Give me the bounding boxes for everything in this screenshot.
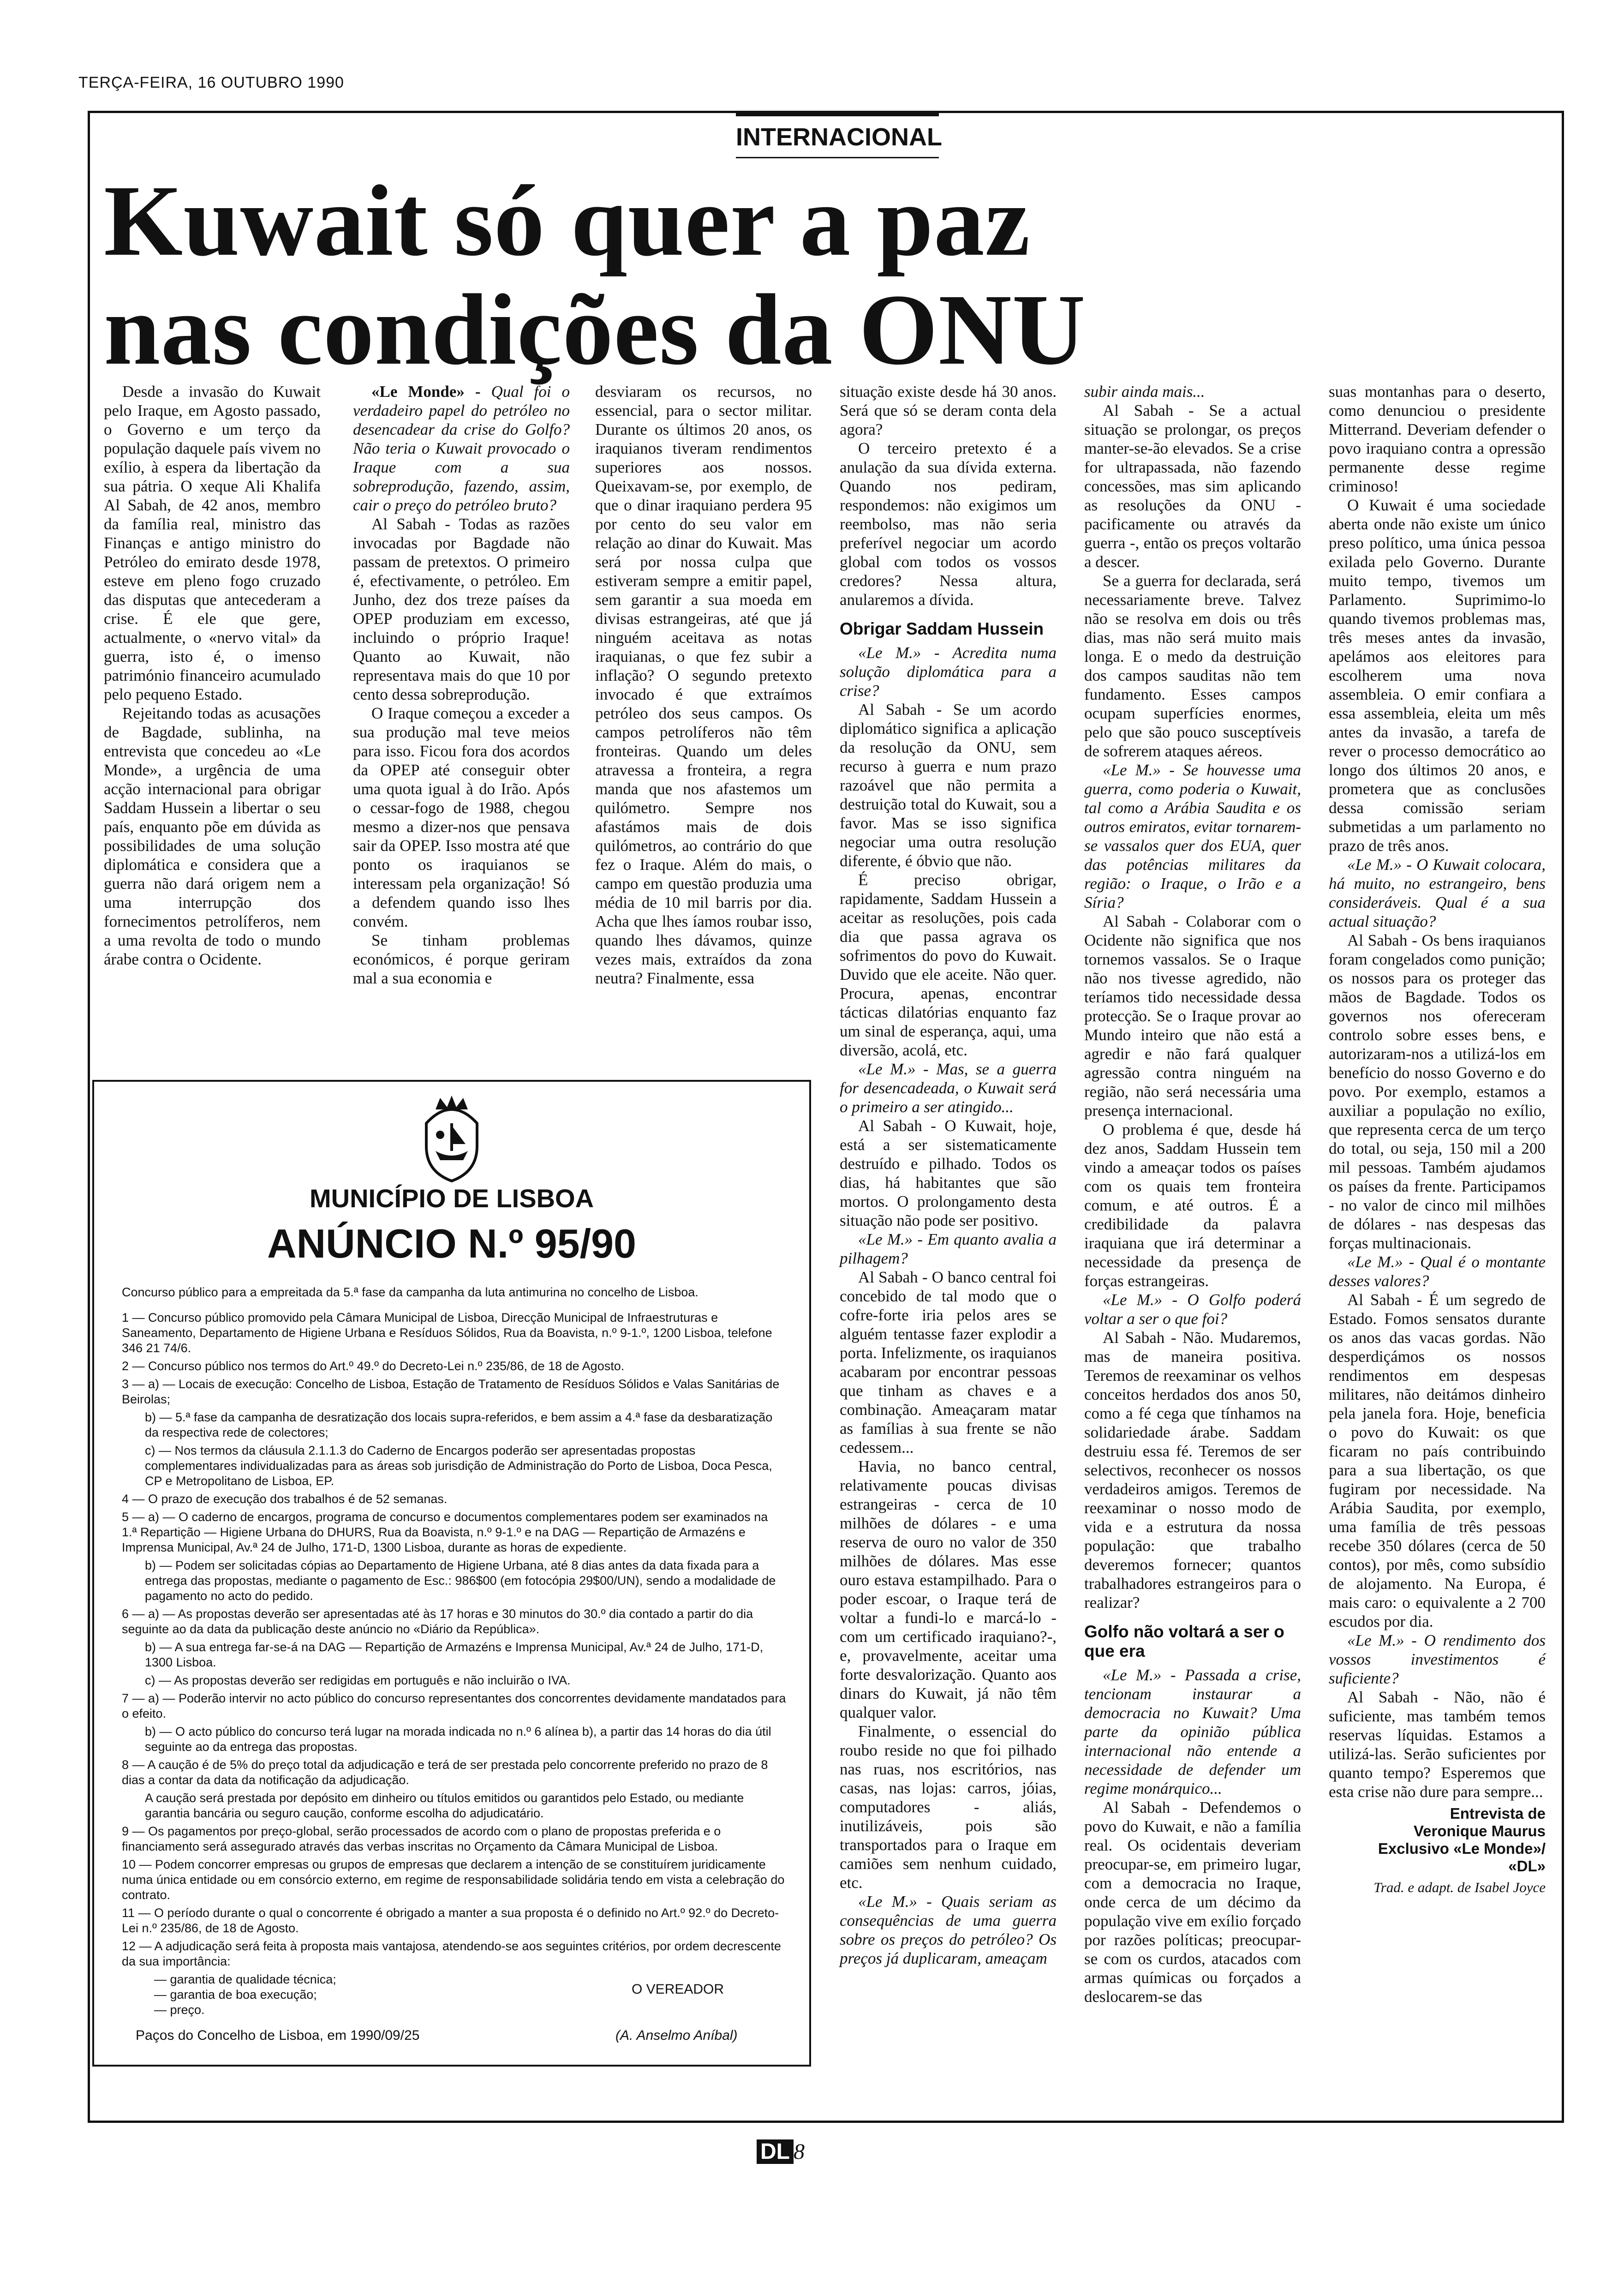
question-text: Qual foi o verdadeiro papel do petróleo no desencadear da crise do Golfo? Não teria o Kuwait provocado o Iraque com a sua sobreprodução, fazendo, assim, cair o preço do petróleo bruto? — [353, 383, 570, 514]
article-column-2 — [353, 382, 570, 988]
notice-item: c) — As propostas deverão ser redigidas em português e não incluirão o IVA. — [145, 1673, 571, 1687]
answer: Al Sabah - Todas as razões invocadas por Bagdade não passam de pretextos. O primeiro é, efectivamente, o petróleo. Em Junho, dez dos treze países da OPEP produziam em excesso, incluindo o próprio Iraque! Quanto ao Kuwait, não representava mais do que 10 por cento dessa sobreprodução. — [353, 515, 570, 703]
notice-item: 8 — A caução é de 5% do preço total da adjudicação e terá de ser prestada pelo concorrente preferido no prazo de 8 dias a contar da data da notificação da adjudicação. — [122, 1758, 768, 1787]
notice-item: 1 — Concurso público promovido pela Câmara Municipal de Lisboa, Direcção Municipal de Infraestruturas e Saneamento, Departamento de Higiene Urbana e Resíduos Sólidos, Rua da Boavista, n.º 9-1.º, 1200 Lisboa, telefone 346 21 74/6. — [122, 1311, 772, 1355]
subheading: Obrigar Saddam Hussein — [840, 619, 1044, 638]
byline-line: «DL» — [1508, 1858, 1546, 1875]
paragraph: suas montanhas para o deserto, como denunciou o presidente Mitterrand. Deveriam defender o povo iraquiano contra a opressão permanente desse regime criminoso! — [1329, 383, 1546, 495]
translation-credit: Trad. e adapt. de Isabel Joyce — [1373, 1879, 1546, 1895]
notice-criterion: — preço. — [154, 2003, 205, 2017]
article-column-1 — [104, 382, 321, 969]
paragraph: Finalmente, o essencial do roubo reside no que foi pilhado nas ruas, nos escritórios, nas casas, nas lojas: carros, jóias, computadores - aliás, inutilizáveis, pois são transportados para o Iraque em camiões sem nenhum cuidado, etc. — [840, 1722, 1057, 1892]
notice-place-date: Paços do Concelho de Lisboa, em 1990/09/25 — [136, 2028, 420, 2043]
answer: Al Sabah - Não. Mudaremos, mas de maneira positiva. Teremos de reexaminar os velhos conceitos herdados dos anos 50, como a fé cega que tínhamos na solidariedade árabe. Saddam destruiu essa fé. Teremos de ser selectivos, reconhecer os nossos verdadeiros amigos. Teremos de reexaminar o nosso modo de vida e a estrutura da nossa população: que trabalho deveremos fornecer; quantos trabalhadores estrangeiros para o realizar? — [1084, 1329, 1301, 1612]
answer: Al Sabah - Os bens iraquianos foram congelados como punição; os nossos para os proteger das mãos de Bagdade. Todos os governos nos ofereceram controlo sobre esses bens, e autorizaram-nos a utilizá-los em benefício do nosso Governo e do povo. Por exemplo, estamos a auxiliar a população no exílio, que representa cerca de um terço do total, ou seja, 150 mil a 200 mil pessoas. Também ajudamos os países da frente. Participamos - no valor de cinco mil milhões de dólares - nas despesas das forças multinacionais. — [1329, 931, 1546, 1252]
notice-item: 12 — A adjudicação será feita à proposta mais vantajosa, atendendo-se aos seguintes critérios, por ordem decrescente da sua importância: — [122, 1939, 781, 1968]
answer: Al Sabah - Defendemos o povo do Kuwait, e não a família real. Os ocidentais deveriam preocupar-se, em primeiro lugar, com a democracia no Iraque, onde cerca de um décimo da população vive em exílio forçado por razões políticas; preocupar-se com os curdos, atacados com armas químicas ou forçados a deslocarem-se das — [1084, 1798, 1301, 2006]
headline — [104, 166, 1257, 384]
answer: Al Sabah - O banco central foi concebido de tal modo que o cofre-forte iria pelos ares se alguém tentasse fazer explodir a porta. Infelizmente, os iraquianos acabaram por encontrar pessoas que tinham as chaves e a combinação. Ameaçaram matar as famílias à sua frente se não cedessem... — [840, 1268, 1057, 1456]
answer: Al Sabah - O Kuwait, hoje, está a ser sistematicamente destruído e pilhado. Todos os dias, há habitantes que são mortos. O prolongamento desta situação não pode ser positivo. — [840, 1117, 1057, 1229]
answer: Al Sabah - Se a actual situação se prolongar, os preços manter-se-ão elevados. Se a crise for ultrapassada, não fazendo concessões, mas sim aplicando as resoluções da ONU - pacificamente ou através da guerra -, então os preços voltarão a descer. — [1084, 401, 1301, 571]
notice-item: b) — Podem ser solicitadas cópias ao Departamento de Higiene Urbana, até 8 dias antes da data fixada para a entrega das propostas, mediante o pagamento de Esc.: 986$00 (em fotocópia 29$00/UN), sendo a modalidade de pagamento no acto do pedido. — [145, 1558, 776, 1603]
answer: Al Sabah - Não, não é suficiente, mas também temos reservas líquidas. Estamos a utilizá-las. Serão suficientes por quanto tempo? Esperemos que esta crise não dure para sempre... — [1329, 1688, 1546, 1801]
notice-item: 3 — a) — Locais de execução: Concelho de Lisboa, Estação de Tratamento de Resíduos Sólidos e Valas Sanitárias de Beirolas; — [122, 1377, 780, 1406]
paragraph: desviaram os recursos, no essencial, para o sector militar. Durante os últimos 20 anos, os iraquianos tiveram rendimentos superiores aos nossos. Queixavam-se, por exemplo, de que o dinar iraquiano perdera 95 por cento do seu valor em relação ao dinar do Kuwait. Mas será por nossa culpa que estiveram sempre a emitir papel, sem garantir a sua moeda em divisas estrangeiras, até que já ninguém aceitava as notas iraquianas, o que fez subir a inflação? O segundo pretexto invocado é que extraímos petróleo dos seus campos. Os campos petrolíferos não têm fronteiras. Quando um deles atravessa a fronteira, a regra manda que nos afastemos um quilómetro. Sempre nos afastámos mais de dois quilómetros, ao contrário do que fez o Iraque. Além do mais, o campo em questão produzia uma média de 10 mil barris por dia. Acha que lhes íamos roubar isso, quando lhes dávamos, quinze vezes mais, extraídos da zona neutra? Finalmente, essa — [595, 383, 812, 987]
notice-criterion: — garantia de boa execução; — [154, 1988, 317, 2001]
paragraph: O terceiro pretexto é a anulação da sua dívida externa. Quando nos pediram, respondemos: não exigimos um reembolso, mas não seria preferível negociar um acordo global com todos os vossos credores? Nessa altura, anularemos a dívida. — [840, 439, 1057, 609]
headline-line-1: Kuwait só quer a paz — [104, 164, 1031, 277]
headline-line-2: nas condições da ONU — [104, 273, 1086, 386]
paragraph: O Iraque começou a exceder a sua produção mal teve meios para isso. Ficou fora dos acordos da OPEP até conseguir obter uma quota igual à do Irão. Após o cessar-fogo de 1988, chegou mesmo a dizer-nos que pensava sair da OPEP. Isso mostra até que ponto os iraquianos se interessam pela organização! Só a defendem quando isso lhes convém. — [353, 704, 570, 930]
question: subir ainda mais... — [1084, 383, 1205, 401]
notice-number: ANÚNCIO N.º 95/90 — [267, 1221, 636, 1266]
page-footer — [757, 2139, 805, 2164]
notice-item: 6 — a) — As propostas deverão ser apresentadas até às 17 horas e 30 minutos do 30.º dia contado a partir do dia seguinte ao da data da publicação deste anúncio no «Diário da República». — [122, 1607, 753, 1636]
paragraph: Rejeitando todas as acusações de Bagdade, sublinha, na entrevista que concedeu ao «Le Monde», a urgência de uma acção internacional para obrigar Saddam Hussein a libertar o seu país, enquanto põe em dúvida as possibilidades de uma solução diplomática e considera que a guerra não dará origem nem a uma interrupção dos fornecimentos petrolíferos, nem a uma revolta de todo o mundo árabe contra o Ocidente. — [104, 704, 321, 968]
subheading: Golfo não voltará a ser o que era — [1084, 1622, 1284, 1660]
question: «Le M.» - Se houvesse uma guerra, como poderia o Kuwait, tal como a Arábia Saudita e os outros emiratos, evitar tornarem-se vassalos quer dos EUA, quer das potências militares da região: o Iraque, o Irão e a Síria? — [1084, 761, 1301, 911]
notice-vereador: O VEREADOR — [632, 1982, 724, 1997]
byline-line: Exclusivo «Le Monde»/ — [1378, 1840, 1546, 1857]
notice-body — [122, 1285, 786, 2018]
byline — [1329, 1805, 1546, 1875]
answer: Al Sabah - É um segredo de Estado. Fomos sensatos durante os anos das vacas gordas. Não desperdiçámos os nossos rendimentos em despesas militares, não deitámos dinheiro pela janela fora. Hoje, beneficia o povo do Kuwait: os que ficaram no país contribuindo para a sua libertação, os que fugiram por necessidade. Na Arábia Saudita, por exemplo, uma família de três pessoas recebe 350 dólares (cerca de 50 contos), por mês, como subsídio de alojamento. Na Europa, é mais caro: o equivalente a 2 700 escudos por dia. — [1329, 1291, 1546, 1630]
notice-title: MUNICÍPIO DE LISBOA — [309, 1184, 594, 1213]
notice-item: b) — 5.ª fase da campanha de desratização dos locais supra-referidos, e bem assim a 4.ª fase da desbaratização da respectiva rede de colectores; — [145, 1410, 773, 1439]
paragraph: Desde a invasão do Kuwait pelo Iraque, em Agosto passado, o Governo e um terço da população daquele país vivem no exílio, à espera da libertação da sua pátria. O xeque Ali Khalifa Al Sabah, de 42 anos, membro da família real, ministro das Finanças e antigo ministro do Petróleo do emirato desde 1978, esteve em pleno fogo cruzado das disputas que antecederam a crise. É ele que gere, actualmente, o «nervo vital» da guerra, isto é, o imenso património financeiro acumulado pelo pequeno Estado. — [104, 383, 321, 703]
municipal-notice — [92, 1080, 811, 2067]
question — [353, 382, 570, 515]
answer: Al Sabah - Colaborar com o Ocidente não significa que nos tornemos vassalos. Se o Iraque não nos tivesse agredido, não teríamos tido necessidade dessa protecção. Se o Iraque provar ao Mundo inteiro que não está a agredir e não fará qualquer agressão contra ninguém na região, não será necessária uma presença internacional. — [1084, 912, 1301, 1120]
question-label: «Le Monde» - — [371, 383, 481, 401]
question: «Le M.» - Passada a crise, tencionam instaurar a democracia no Kuwait? Uma parte da opinião pública internacional não entende a necessidade de defender um regime monárquico... — [1084, 1666, 1301, 1798]
paragraph: Havia, no banco central, relativamente poucas divisas estrangeiras - cerca de 10 milhões de dólares - e uma reserva de ouro no valor de 350 milhões de dólares. Mas esse ouro estava estampilhado. Para o poder escoar, o Iraque terá de voltar a fundi-lo e marcá-lo - com um certificado iraquiano?-, e, provavelmente, aceitar uma forte desvalorização. Quanto aos dinars do Kuwait, já não têm qualquer valor. — [840, 1457, 1057, 1721]
question: «Le M.» - O Golfo poderá voltar a ser o que foi? — [1084, 1291, 1301, 1328]
question: «Le M.» - Qual é o montante desses valores? — [1329, 1253, 1546, 1290]
notice-criterion: — garantia de qualidade técnica; — [154, 1972, 336, 1986]
notice-item: 9 — Os pagamentos por preço-global, serão processados de acordo com o plano de propostas preferida e o financiamento será assegurado através das verbas inscritas no Orçamento da Câmara Municipal de Lisboa. — [122, 1824, 721, 1853]
notice-item: 2 — Concurso público nos termos do Art.º 49.º do Decreto-Lei n.º 235/86, de 18 de Agosto. — [122, 1359, 625, 1373]
paragraph: Se a guerra for declarada, será necessariamente breve. Talvez não se resolva em dois ou três dias, mas não será muito mais longa. E o medo da destruição dos campos sauditas não tem fundamento. Esses campos ocupam superfícies enormes, pelo que são pouco susceptíveis de sofrerem ataques aéreos. — [1084, 572, 1301, 760]
notice-item: c) — Nos termos da cláusula 2.1.1.3 do Caderno de Encargos poderão ser apresentadas propostas complementares individualizadas para as áreas sob jurisdição de Administração do Porto de Lisboa, Doca Pesca, CP e Metropolitano de Lisboa, EP. — [145, 1444, 772, 1488]
question: «Le M.» - Acredita numa solução diplomática para a crise? — [840, 644, 1057, 700]
answer: Al Sabah - Se um acordo diplomático significa a aplicação da resolução da ONU, sem recurso à guerra e num prazo razoável que não permita a destruição total do Kuwait, sou a favor. Mas se isso significa negociar uma outra resolução diferente, é óbvio que não. — [840, 701, 1057, 870]
article-column-3 — [595, 382, 812, 988]
paragraph: É preciso obrigar, rapidamente, Saddam Hussein a aceitar as resoluções, pois cada dia que passa agrava os sofrimentos do povo do Kuwait. Duvido que ele aceite. Não quer. Procura, apenas, encontrar tácticas dilatórias enquanto faz um sinal de esperança, aqui, uma diversão, acolá, etc. — [840, 871, 1057, 1059]
dateline: TERÇA-FEIRA, 16 OUTUBRO 1990 — [78, 74, 344, 91]
notice-item: b) — A sua entrega far-se-á na DAG — Repartição de Armazéns e Imprensa Municipal, Av.ª 24 de Julho, 171-D, 1300 Lisboa. — [145, 1640, 764, 1669]
dl-logo: DL — [757, 2139, 794, 2164]
byline-line: Veronique Maurus — [1413, 1822, 1546, 1840]
article-column-4 — [840, 382, 1057, 1968]
notice-item: 10 — Podem concorrer empresas ou grupos de empresas que declarem a intenção de se constituírem juridicamente numa única entidade ou em consórcio externo, em regime de responsabilidade solidária tendo em vista a celebração do contrato. — [122, 1858, 785, 1902]
paragraph: situação existe desde há 30 anos. Será que só se deram conta dela agora? — [840, 383, 1057, 438]
notice-item: 11 — O período durante o qual o concorrente é obrigado a manter a sua proposta é o definido no Art.º 92.º do Decreto-Lei n.º 235/86, de 18 de Agosto. — [122, 1906, 779, 1935]
lisbon-crest-icon — [412, 1091, 491, 1183]
page-number: 8 — [793, 2139, 805, 2164]
section-label: INTERNACIONAL — [736, 112, 939, 158]
paragraph: Se tinham problemas económicos, é porque geriram mal a sua economia e — [353, 931, 570, 987]
question: «Le M.» - Quais seriam as consequências de uma guerra sobre os preços do petróleo? Os preços já duplicaram, ameaçam — [840, 1893, 1057, 1967]
question: «Le M.» - Mas, se a guerra for desencadeada, o Kuwait será o primeiro a ser atingido... — [840, 1060, 1057, 1116]
notice-item: A caução será prestada por depósito em dinheiro ou títulos emitidos ou garantidos pelo Estado, ou mediante garantia bancária ou seguro caução, conforme escolha do adjudicatário. — [145, 1791, 744, 1820]
notice-intro: Concurso público para a empreitada da 5.ª fase da campanha da luta antimurina no concelho de Lisboa. — [122, 1285, 699, 1299]
notice-item: 7 — a) — Poderão intervir no acto público do concurso representantes dos concorrentes devidamente mandatados para o efeito. — [122, 1691, 786, 1720]
notice-item: 4 — O prazo de execução dos trabalhos é de 52 semanas. — [122, 1492, 448, 1506]
question: «Le M.» - O rendimento dos vossos investimentos é suficiente? — [1329, 1631, 1546, 1687]
byline-line: Entrevista de — [1450, 1805, 1546, 1822]
notice-item: 5 — a) — O caderno de encargos, programa de concurso e documentos complementares podem ser examinados na 1.ª Repartição — Higiene Urbana do DHURS, Rua da Boavista, n.º 9-1.º e na DAG — Repartição de Armazéns e Imprensa Municipal, Av.ª 24 de Julho, 171-D, 1300 Lisboa, durante as horas de expediente. — [122, 1510, 768, 1554]
question: «Le M.» - Em quanto avalia a pilhagem? — [840, 1230, 1057, 1267]
paragraph: O problema é que, desde há dez anos, Saddam Hussein tem vindo a ameaçar todos os países com os quais tem fronteira comum, e até outros. É a credibilidade da palavra iraquiana que irá determinar a necessidade da presença de forças estrangeiras. — [1084, 1121, 1301, 1290]
notice-signatory: (A. Anselmo Aníbal) — [615, 2028, 738, 2043]
paragraph: O Kuwait é uma sociedade aberta onde não existe um único preso político, uma única pessoa exilada pelo Governo. Durante muito tempo, tivemos um Parlamento. Suprimimo-lo quando tivemos problemas mas, três meses antes da invasão, apelámos aos eleitores para escolherem uma nova assembleia. O emir confiara a essa assembleia, eleita um mês antes da invasão, a tarefa de rever o processo democrático ao longo dos últimos 20 anos, e prometera que as conclusões dessa comissão seriam submetidas a um parlamento no prazo de três anos. — [1329, 496, 1546, 855]
article-column-6 — [1329, 382, 1546, 1897]
article-column-5 — [1084, 382, 1301, 2006]
question: «Le M.» - O Kuwait colocara, há muito, no estrangeiro, bens consideráveis. Qual é a sua actual situação? — [1329, 856, 1546, 930]
notice-item: b) — O acto público do concurso terá lugar na morada indicada no n.º 6 alínea b), a partir das 14 horas do dia útil seguinte ao da entrega das propostas. — [145, 1725, 771, 1754]
